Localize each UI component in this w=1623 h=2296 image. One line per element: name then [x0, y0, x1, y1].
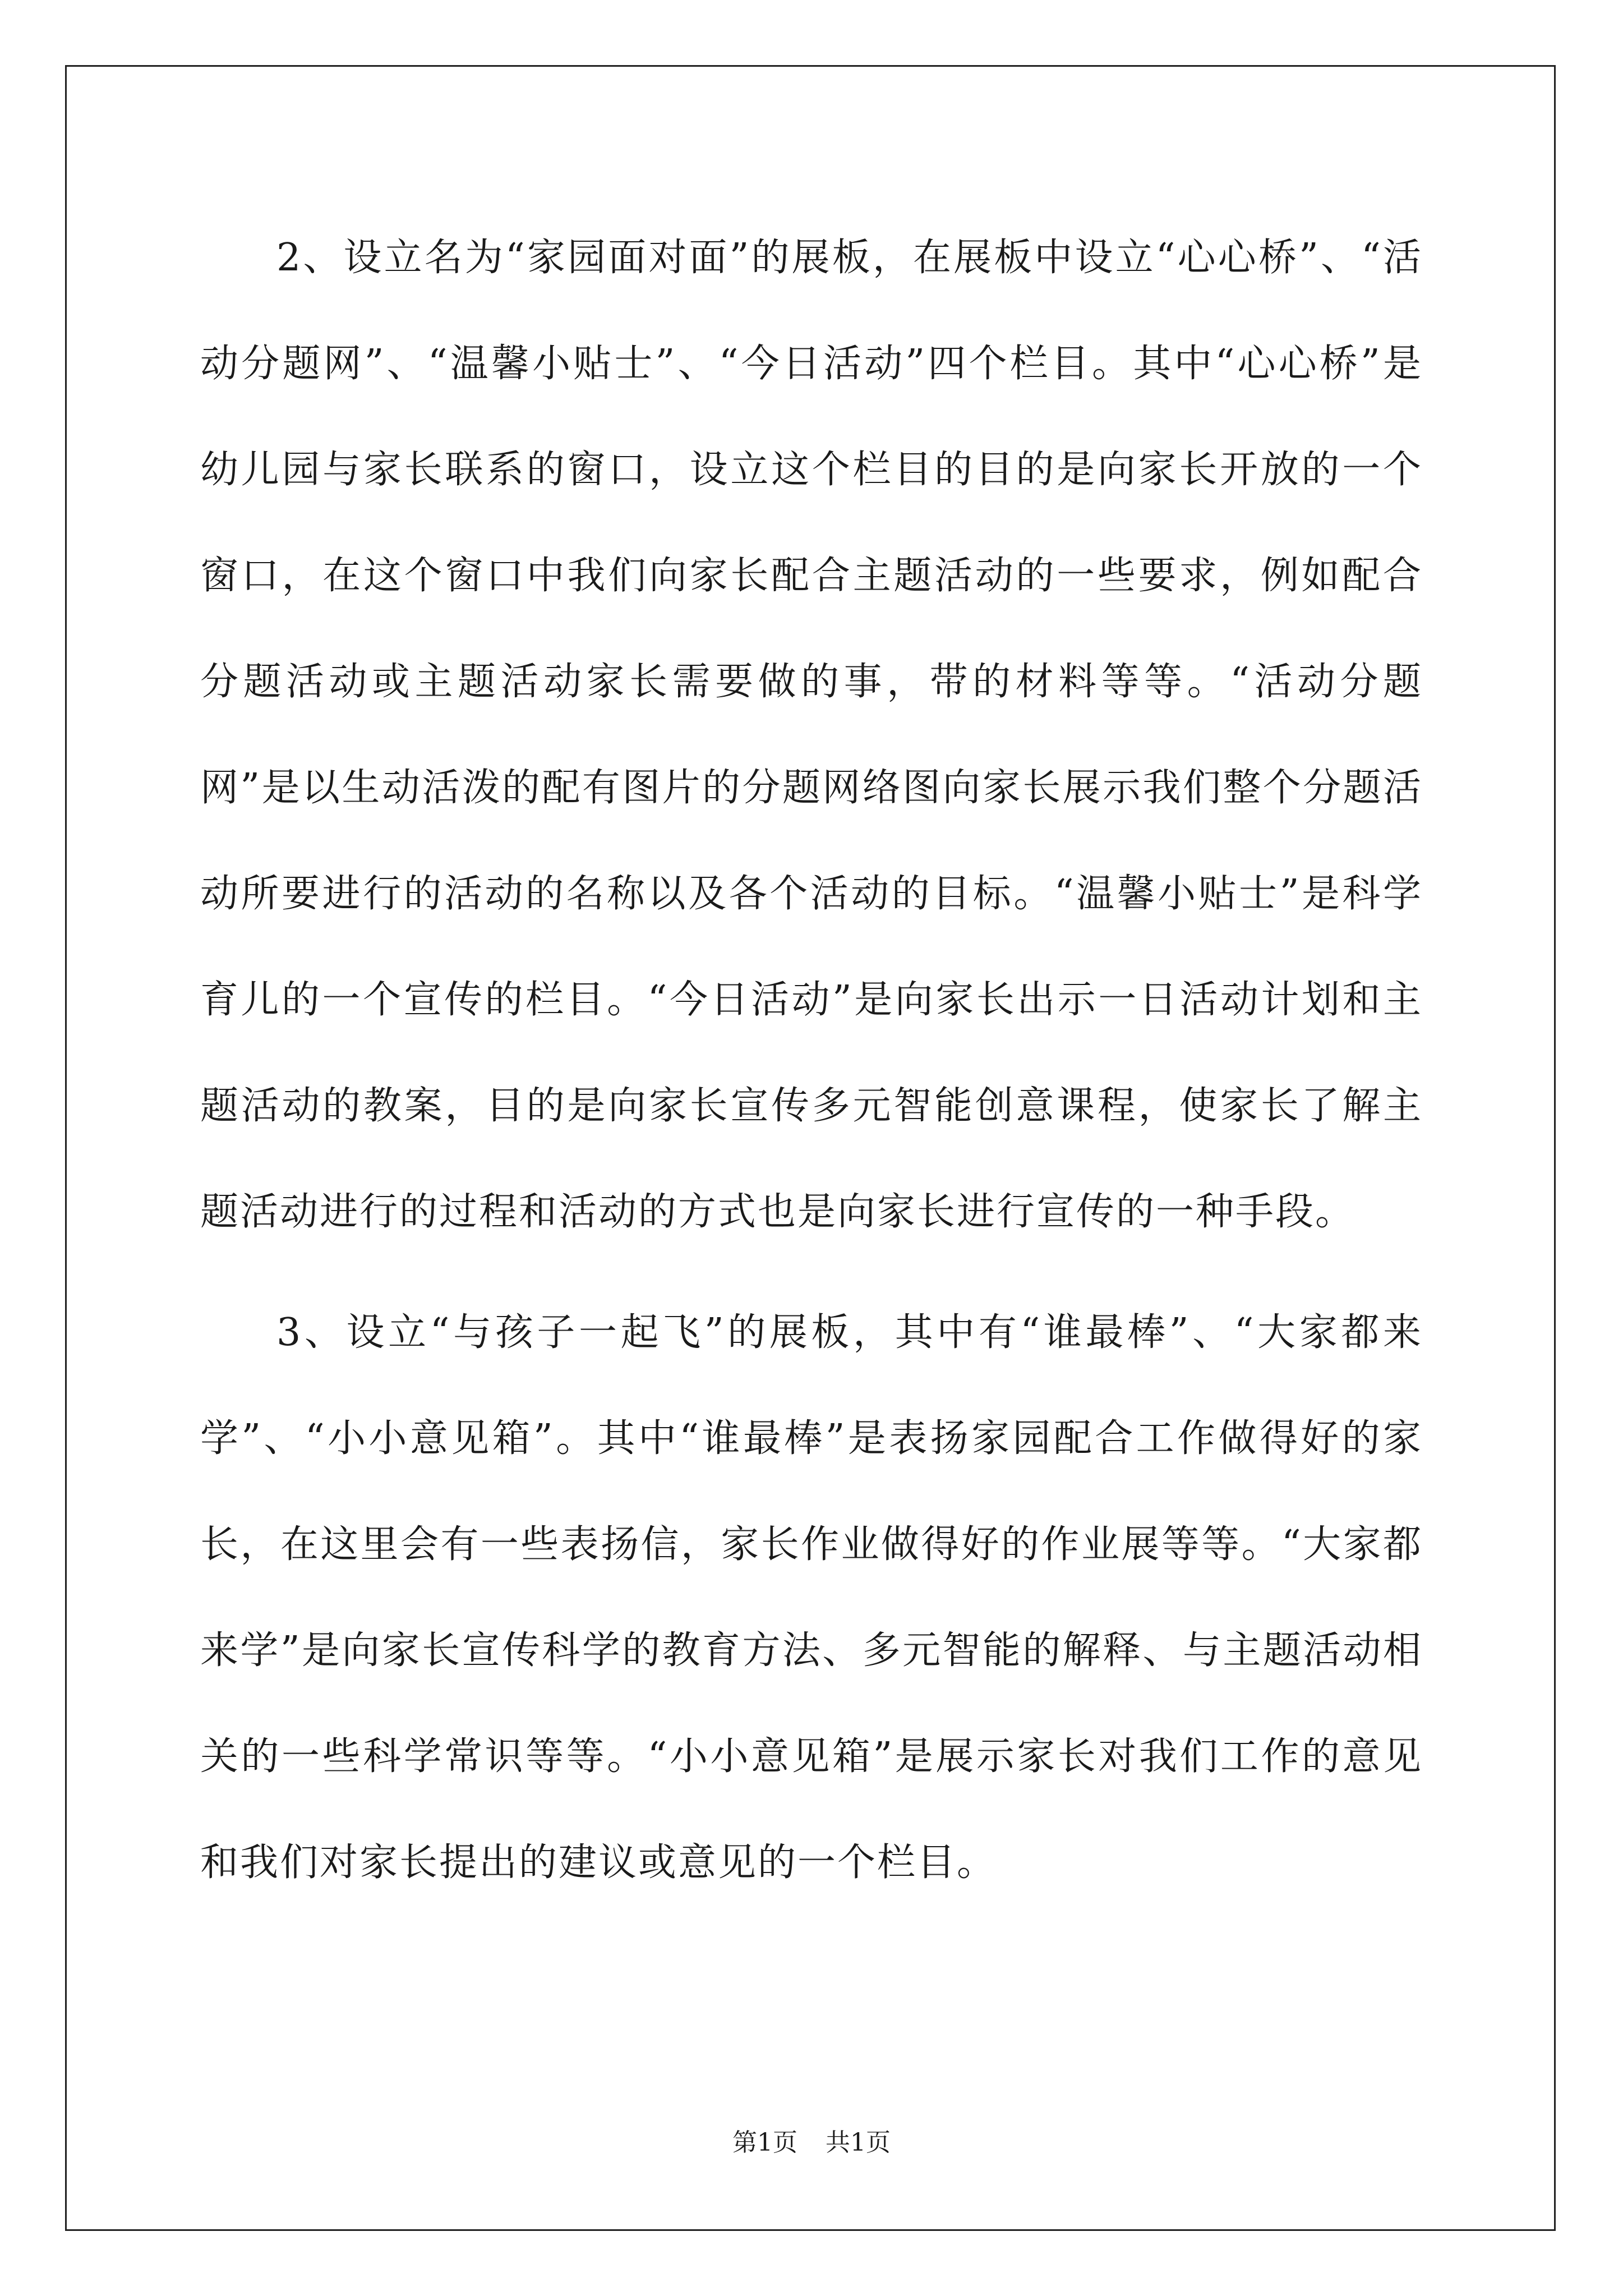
- document-body: [200, 205, 1423, 1916]
- paragraph-2: 2、设立名为“家园面对面”的展板，在展板中设立“心心桥”、“活动分题网”、“温馨小贴士”、“今日活动”四个栏目。其中“心心桥”是幼儿园与家长联系的窗口，设立这个栏目的目的是向家长开放的一个窗口，在这个窗口中我们向家长配合主题活动的一些要求，例如配合分题活动或主题活动家长需要做的事，带的材料等等。“活动分题网”是以生动活泼的配有图片的分题网络图向家长展示我们整个分题活动所要进行的活动的名称以及各个活动的目标。“温馨小贴士”是科学育儿的一个宣传的栏目。“今日活动”是向家长出示一日活动计划和主题活动的教案，目的是向家长宣传多元智能创意课程，使家长了解主题活动进行的过程和活动的方式也是向家长进行宣传的一种手段。: [200, 236, 1423, 1234]
- page-total: 共1页: [826, 2128, 891, 2157]
- page-footer: [0, 2126, 1623, 2160]
- paragraph-3: 3、设立“与孩子一起飞”的展板，其中有“谁最棒”、“大家都来学”、“小小意见箱”。其中“谁最棒”是表扬家园配合工作做得好的家长，在这里会有一些表扬信，家长作业做得好的作业展等等。“大家都来学”是向家长宣传科学的教育方法、多元智能的解释、与主题活动相关的一些科学常识等等。“小小意见箱”是展示家长对我们工作的意见和我们对家长提出的建议或意见的一个栏目。: [200, 1310, 1423, 1885]
- page-number: 第1页: [732, 2128, 797, 2157]
